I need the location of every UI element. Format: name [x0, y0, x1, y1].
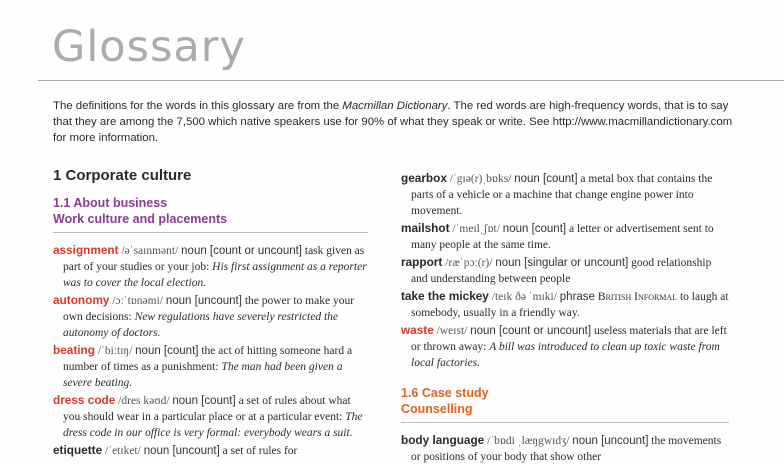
glossary-entry — [401, 170, 729, 219]
headword: assignment — [53, 243, 119, 257]
headword: autonomy — [53, 293, 110, 307]
headword: body language — [401, 433, 485, 447]
pronunciation: /ˈbɒdi ˌlæŋgwɪdʒ/ — [487, 435, 570, 447]
definition: to laugh at somebody, usually in a friendly way. — [411, 291, 729, 319]
part-of-speech: noun [uncount] — [143, 445, 220, 457]
glossary-entry — [401, 432, 729, 465]
right-column — [401, 170, 729, 466]
part-of-speech: noun [singular or uncount] — [495, 257, 629, 269]
part-of-speech: phrase — [559, 291, 595, 303]
section-divider — [53, 232, 368, 233]
pronunciation: /əˈsaɪnmənt/ — [121, 245, 179, 257]
headword: mailshot — [401, 221, 450, 235]
glossary-entry — [53, 242, 368, 291]
part-of-speech: noun [uncount] — [572, 435, 649, 447]
headword: gearbox — [401, 171, 447, 185]
headword: etiquette — [53, 443, 103, 457]
glossary-entry — [401, 254, 729, 287]
page-title: Glossary — [52, 22, 246, 72]
section-divider — [401, 422, 729, 423]
headword: waste — [401, 323, 434, 337]
headword: take the mickey — [401, 289, 489, 303]
headword: rapport — [401, 255, 443, 269]
part-of-speech: noun [count] — [135, 345, 199, 357]
headword: dress code — [53, 393, 116, 407]
part-of-speech: noun [count or uncount] — [470, 325, 592, 337]
pronunciation: /ˈmeɪlˌʃɒt/ — [452, 223, 500, 235]
intro-text-1: The definitions for the words in this glossary are from the — [53, 100, 343, 112]
definition: task given as part of your studies or your job: — [63, 245, 365, 273]
headword: beating — [53, 343, 95, 357]
glossary-entry — [401, 322, 729, 371]
part-of-speech: noun [uncount] — [165, 295, 242, 307]
part-of-speech: noun [count] — [514, 173, 578, 185]
part-of-speech: noun [count or uncount] — [181, 245, 302, 257]
glossary-entry — [401, 220, 729, 253]
glossary-entry — [53, 392, 368, 441]
definition: useless materials that are left or thrown away: — [411, 325, 727, 353]
unit-title: 1 Corporate culture — [53, 167, 192, 184]
definition: a metal box that contains the parts of a vehicle or a machine that change engine power into movement. — [411, 173, 713, 217]
definition: the movements or positions of your body that show other — [411, 435, 722, 463]
pronunciation: /dres kəʊd/ — [118, 395, 170, 407]
example: His first assignment as a reporter was to cover the local election. — [63, 261, 367, 289]
definition: a set of rules for — [222, 445, 298, 457]
section-subtitle-counselling: Counselling — [401, 402, 473, 416]
glossary-entry — [53, 292, 368, 341]
title-divider — [38, 80, 784, 81]
pronunciation: /ræˈpɔː(r)/ — [445, 257, 493, 269]
definition: the power to make your own decisions: — [63, 295, 355, 323]
intro-source: Macmillan Dictionary — [342, 100, 448, 112]
pronunciation: /ˈetɪket/ — [105, 445, 141, 457]
example: A bill was introduced to clean up toxic waste from local factories. — [411, 341, 720, 369]
example: New regulations have severely restricted the autonomy of doctors. — [63, 311, 338, 339]
section-subtitle-work-culture: Work culture and placements — [53, 212, 228, 226]
pronunciation: /ˈgɪə(r)ˌbɒks/ — [449, 173, 512, 185]
left-column — [53, 166, 368, 460]
part-of-speech: noun [count] — [172, 395, 236, 407]
definition: good relationship and understanding between people — [411, 257, 712, 285]
section-title-about-business: 1.1 About business — [53, 196, 168, 210]
example: The man had been given a severe beating. — [63, 361, 343, 389]
glossary-entry — [53, 442, 368, 459]
example: The dress code in our office is very formal: everybody wears a suit. — [63, 411, 363, 439]
pronunciation: /ˈbiːtɪŋ/ — [97, 345, 133, 357]
pronunciation: /teɪk ðə ˈmɪki/ — [491, 291, 557, 303]
section-title-case-study: 1.6 Case study — [401, 386, 489, 400]
intro-text-2: . The red words are high-frequency words, that is to say that they are among the 7,500 which native speakers use for 90% of what they speak or write. See http://www.macmillandictionary.com for more information. — [53, 100, 733, 144]
definition: a letter or advertisement sent to many people at the same time. — [411, 223, 714, 251]
pronunciation: /ɔːˈtɒnəmi/ — [112, 295, 163, 307]
case-study-section — [401, 385, 729, 465]
usage-label: British Informal — [597, 291, 678, 303]
definition: the act of hitting someone hard a number of times as a punishment: — [63, 345, 353, 373]
part-of-speech: noun [count] — [502, 223, 567, 235]
glossary-entry — [53, 342, 368, 391]
intro-paragraph — [53, 98, 733, 146]
pronunciation: /weɪst/ — [436, 325, 468, 337]
glossary-entry — [401, 288, 729, 321]
definition: a set of rules about what you should wear in a particular place or at a particular event: — [63, 395, 351, 423]
